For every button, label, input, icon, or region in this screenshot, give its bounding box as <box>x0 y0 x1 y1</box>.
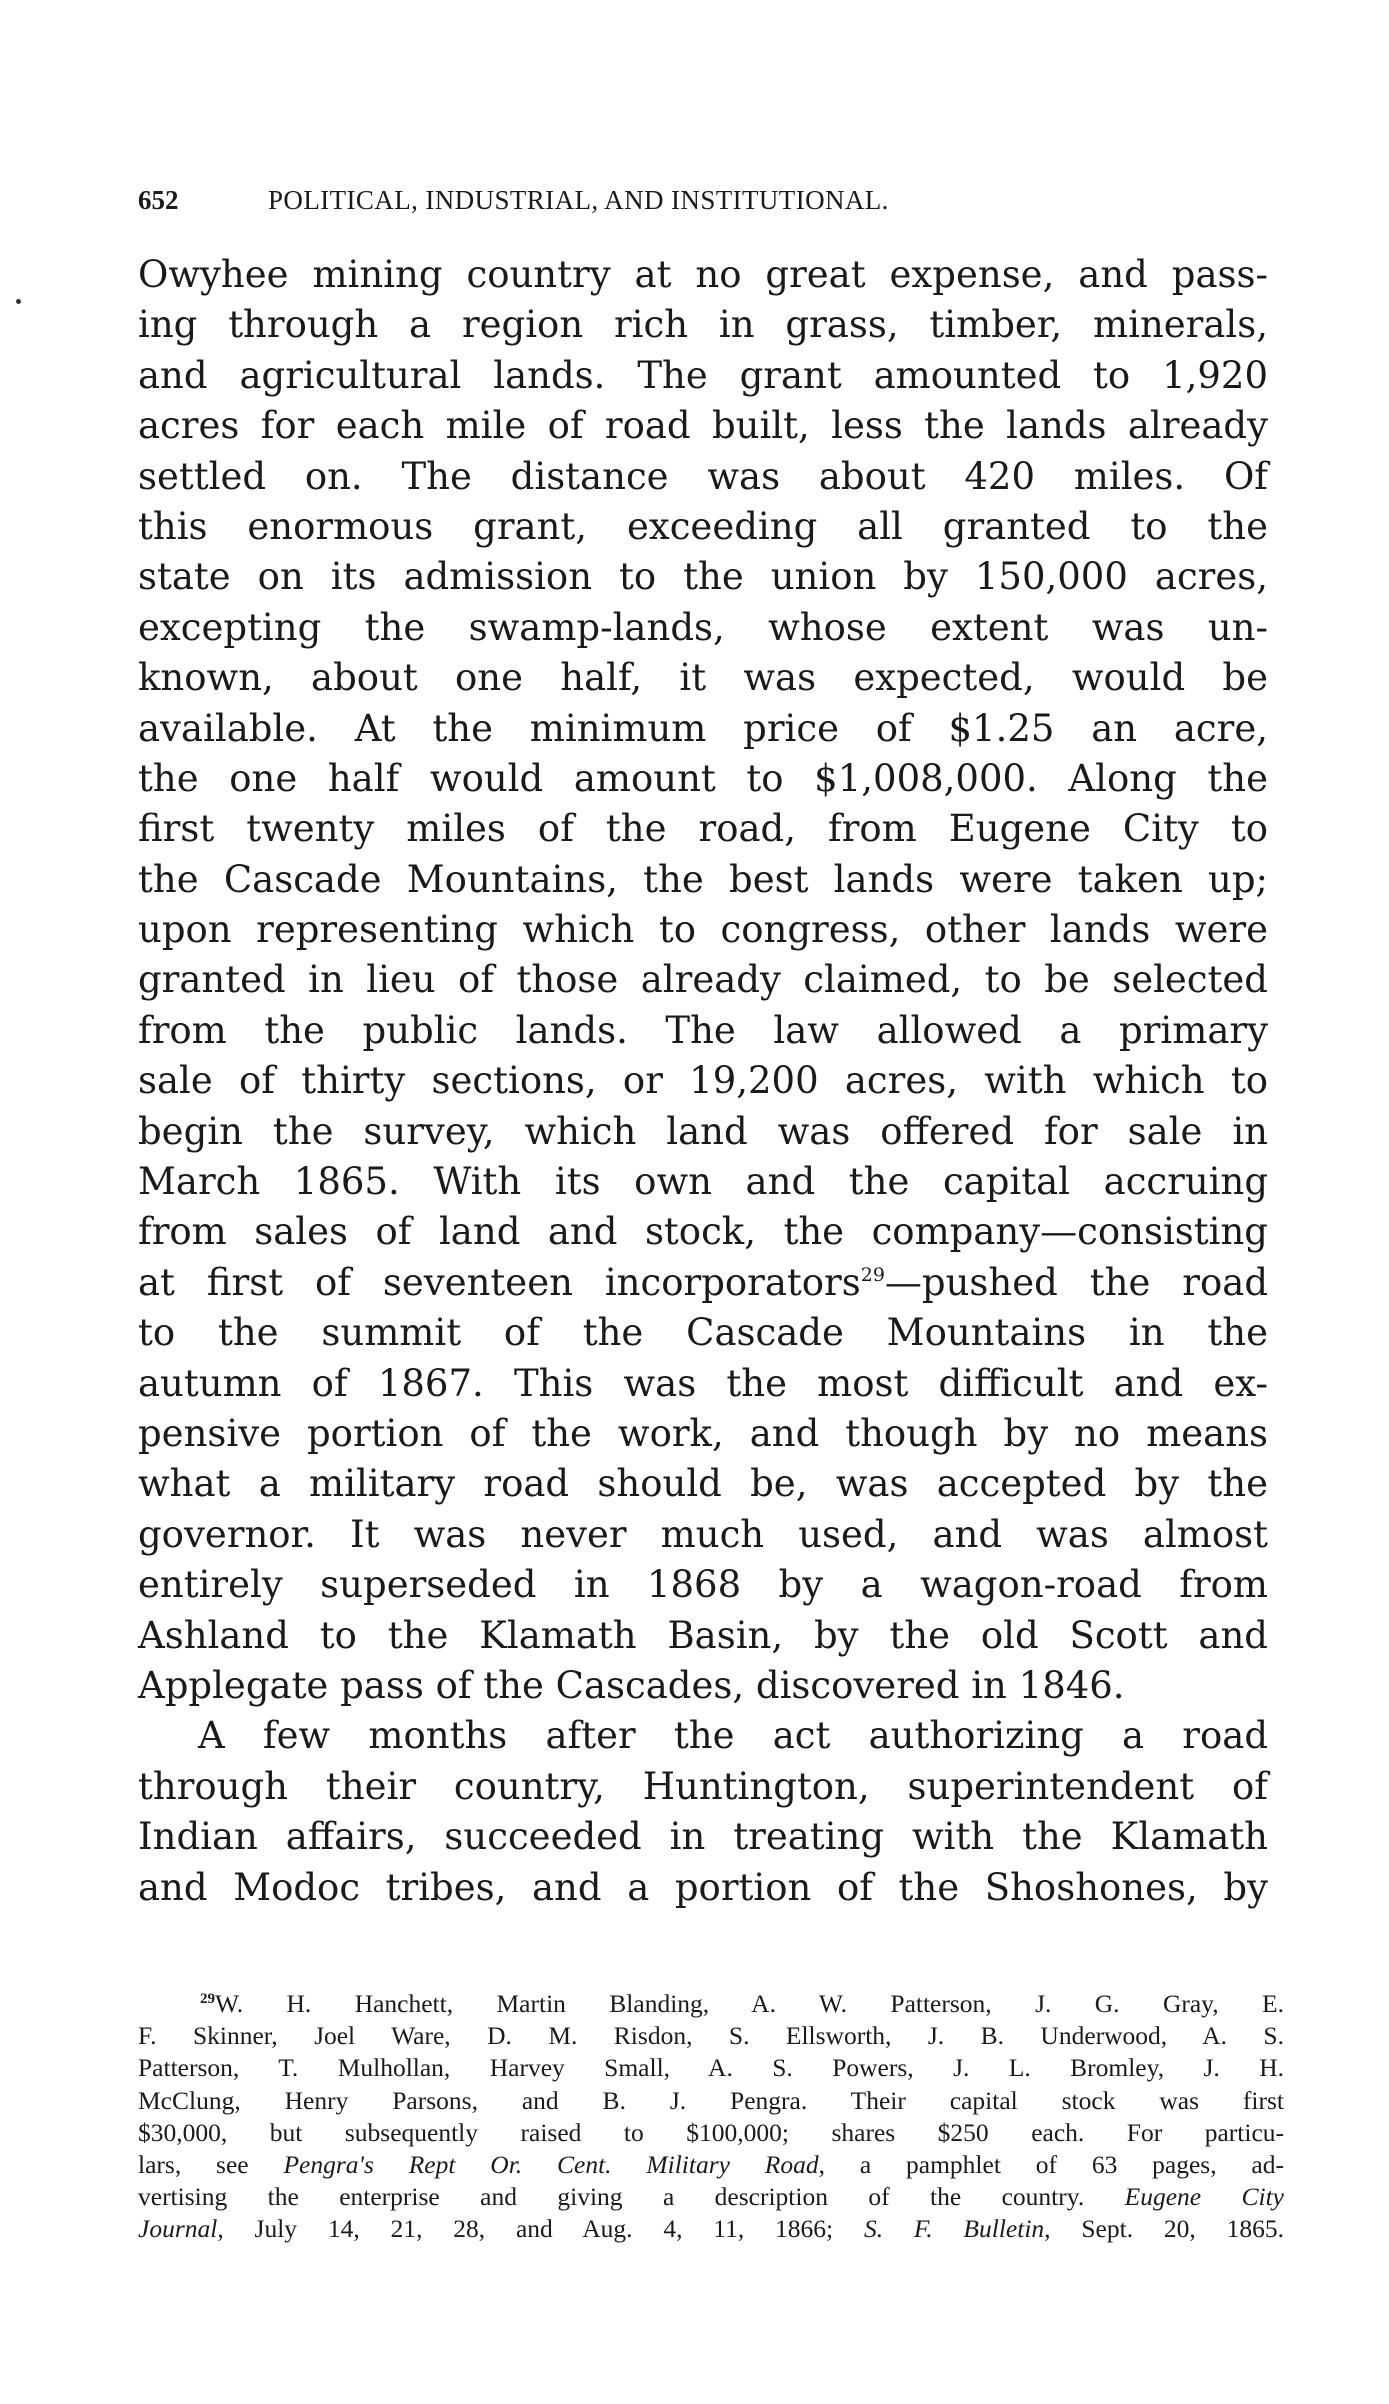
footnote-text: , Sept. 20, 1865. <box>1044 2214 1284 2244</box>
citation-title: Eugene City <box>1124 2182 1284 2212</box>
body-line: Owyhee mining country at no great expense, and pass- <box>138 253 1268 296</box>
body-line: the one half would amount to $1,008,000. Along the <box>138 756 1268 800</box>
body-line: governor. It was never much used, and was almost <box>138 1512 1268 1556</box>
body-line: settled on. The distance was about 420 miles. Of <box>138 454 1268 498</box>
body-line: and Modoc tribes, and a portion of the Shoshones, by <box>138 1865 1268 1909</box>
footnote-line: $30,000, but subsequently raised to $100,000; shares $250 each. For particu- <box>138 2117 1284 2147</box>
citation-title: Journal <box>138 2214 218 2244</box>
body-line: this enormous grant, exceeding all granted to the <box>138 504 1268 548</box>
body-line: March 1865. With its own and the capital accruing <box>138 1160 1268 1204</box>
footnote-text: W. H. Hanchett, Martin Blanding, A. W. Patterson, J. G. Gray, E. <box>215 1989 1284 2018</box>
footnote-line: McClung, Henry Parsons, and B. J. Pengra. Their capital stock was first <box>138 2085 1284 2115</box>
body-line: from sales of land and stock, the company—consisting <box>138 1210 1268 1254</box>
footnote-text: , July 14, 21, 28, and Aug. 4, 11, 1866; <box>217 2214 864 2244</box>
body-line: and agricultural lands. The grant amounted to 1,920 <box>138 353 1268 397</box>
body-line: pensive portion of the work, and though by no means <box>138 1411 1268 1455</box>
body-line: available. At the minimum price of $1.25 an acre, <box>138 706 1268 750</box>
body-line: state on its admission to the union by 150,000 acres, <box>138 555 1268 599</box>
body-line: sale of thirty sections, or 19,200 acres, with which to <box>138 1059 1268 1103</box>
body-line: Ashland to the Klamath Basin, by the old Scott and <box>138 1613 1268 1657</box>
footnote-line: Patterson, T. Mulhollan, Harvey Small, A. S. Powers, J. L. Bromley, J. H. <box>138 2053 1284 2083</box>
body-line: Applegate pass of the Cascades, discovered in 1846. <box>138 1663 1125 1707</box>
body-line: ing through a region rich in grass, timber, minerals, <box>138 303 1268 347</box>
body-line: to the summit of the Cascade Mountains in the <box>138 1311 1268 1355</box>
footnote-marker: 29 <box>200 1991 215 2007</box>
body-text <box>138 250 1268 1913</box>
body-line: upon representing which to congress, other lands were <box>138 908 1268 952</box>
body-line: begin the survey, which land was offered for sale in <box>138 1109 1268 1153</box>
footnote-line <box>138 1988 1284 2020</box>
footnote <box>138 1988 1284 2246</box>
footnote-line <box>138 2181 1284 2213</box>
footnote-line <box>138 2213 1284 2245</box>
body-line-paragraph-start: A few months after the act authorizing a road <box>198 1714 1268 1758</box>
body-line: what a military road should be, was accepted by the <box>138 1462 1268 1506</box>
body-line: acres for each mile of road built, less the lands already <box>138 404 1268 448</box>
citation-title: Pengra's Rept Or. Cent. Military Road <box>283 2149 819 2179</box>
footnote-text: , a pamphlet of 63 pages, ad- <box>818 2149 1284 2179</box>
page-number: 652 <box>138 185 179 215</box>
citation-title: S. F. Bulletin <box>863 2214 1045 2244</box>
body-line: the Cascade Mountains, the best lands were taken up; <box>138 857 1268 901</box>
body-line: known, about one half, it was expected, would be <box>138 656 1268 700</box>
section-title: POLITICAL, INDUSTRIAL, AND INSTITUTIONAL. <box>268 185 889 215</box>
body-line: Indian affairs, succeeded in treating with the Klamath <box>138 1815 1268 1859</box>
body-line: from the public lands. The law allowed a primary <box>138 1008 1268 1052</box>
body-line: granted in lieu of those already claimed, to be selected <box>138 958 1268 1002</box>
body-line-head: at first of seventeen incorporators <box>138 1260 861 1304</box>
body-line-with-footnote-ref <box>138 1258 1268 1308</box>
body-line-tail: —pushed the road <box>884 1260 1268 1304</box>
margin-mark <box>16 299 21 304</box>
footnote-reference: 29 <box>860 1263 885 1286</box>
footnote-text: vertising the enterprise and giving a description of the country. <box>138 2182 1125 2212</box>
body-line: excepting the swamp-lands, whose extent was un- <box>138 605 1268 649</box>
body-line: entirely superseded in 1868 by a wagon-road from <box>138 1563 1268 1607</box>
footnote-text: lars, see <box>138 2149 284 2179</box>
footnote-line <box>138 2149 1284 2181</box>
footnote-line: F. Skinner, Joel Ware, D. M. Risdon, S. Ellsworth, J. B. Underwood, A. S. <box>138 2021 1284 2051</box>
running-head <box>138 180 1284 220</box>
body-line: autumn of 1867. This was the most difficult and ex- <box>138 1361 1268 1405</box>
body-line: first twenty miles of the road, from Eugene City to <box>138 807 1268 851</box>
body-line: through their country, Huntington, superintendent of <box>138 1764 1268 1808</box>
